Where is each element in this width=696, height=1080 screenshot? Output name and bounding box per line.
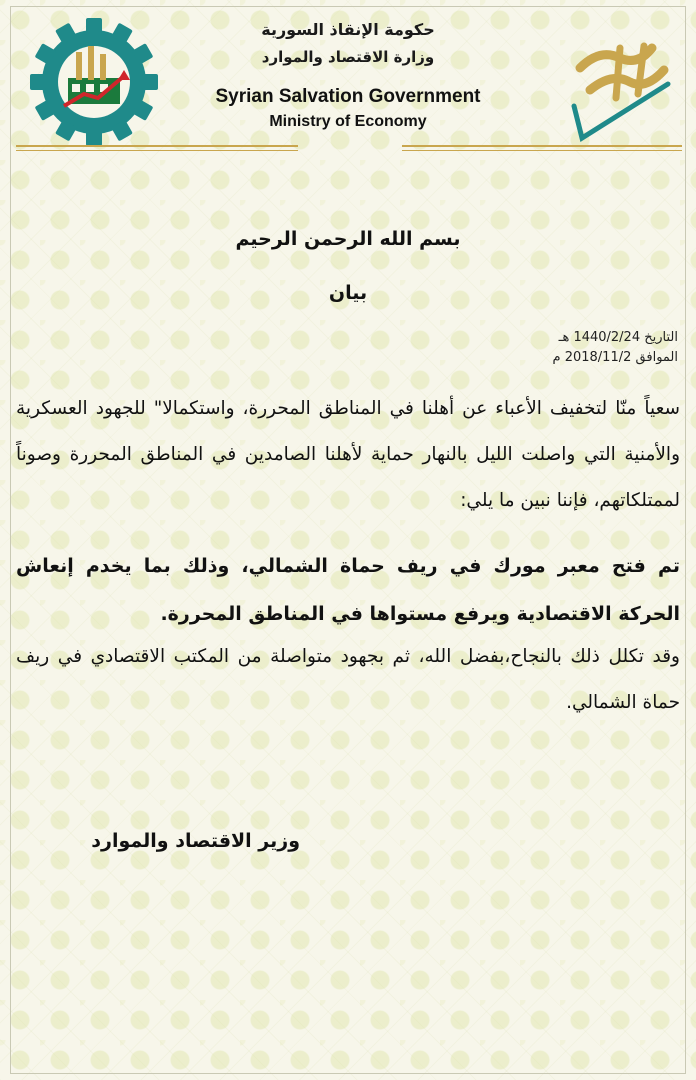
statement-heading: بيان [328, 282, 368, 304]
letterhead [0, 0, 696, 160]
date-hijri: التاريخ 1440/2/24 هـ [558, 330, 678, 345]
syria-calligraphy-logo-icon [560, 28, 678, 146]
header-rule-right [402, 145, 682, 147]
ministry-name-english: Ministry of Economy [269, 113, 427, 130]
bismillah: بسم الله الرحمن الرحيم [235, 228, 461, 250]
government-name-arabic: حكومة الإنقاذ السورية [261, 20, 435, 39]
paragraph-intro: سعياً منّا لتخفيف الأعباء عن أهلنا في المناطق المحررة، واستكمالا" للجهود العسكرية والأمنية التي واصلت الليل بالنهار حماية لأهلنا الصامدين في المناطق المحررة وصوناً لممتلكاتهم، فإننا نبين ما يلي: [16, 398, 680, 511]
signature-title: وزير الاقتصاد والموارد [91, 830, 300, 852]
header-rule-right-thin [402, 150, 682, 151]
ministry-name-arabic: وزارة الاقتصاد والموارد [261, 48, 435, 66]
paragraph-closing: وقد تكلل ذلك بالنجاح،بفضل الله، ثم بجهود متواصلة من المكتب الاقتصادي في ريف حماة الشمالي. [16, 646, 680, 713]
page-border [10, 6, 686, 1074]
paragraph-announcement: تم فتح معبر مورك في ريف حماة الشمالي، وذلك بما يخدم إنعاش الحركة الاقتصادية ويرفع مستواها في المناطق المحررة. [16, 555, 680, 625]
government-name-english: Syrian Salvation Government [215, 86, 481, 107]
header-rule-left [16, 145, 298, 147]
header-rule-left-thin [16, 150, 298, 151]
date-gregorian: الموافق 2018/11/2 م [552, 350, 678, 365]
